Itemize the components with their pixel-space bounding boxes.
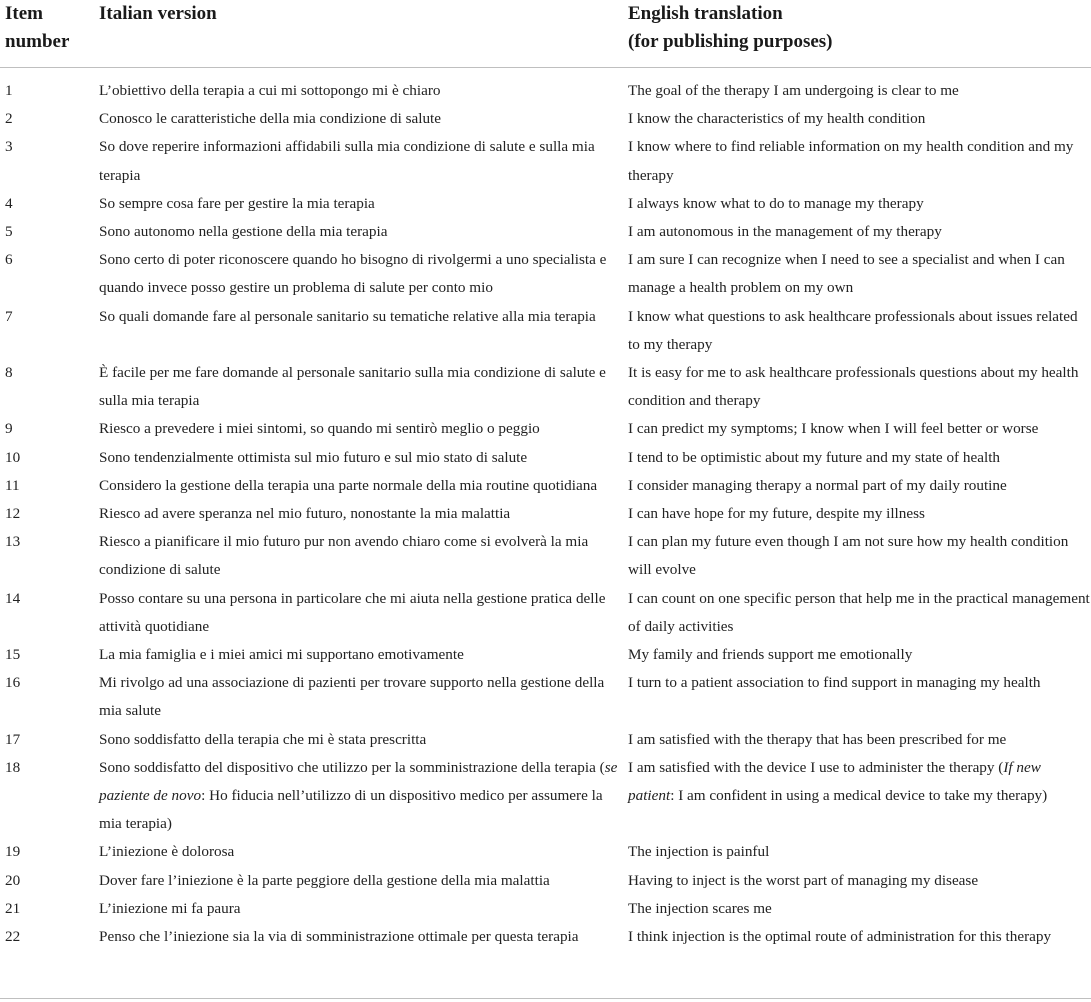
- item-number-cell: 10: [5, 448, 21, 466]
- item-number-cell: 4: [5, 194, 13, 212]
- item-number-cell: 1: [5, 82, 13, 99]
- english-cell: I always know what to do to manage my therapy: [628, 194, 924, 212]
- item-number-cell: 5: [5, 223, 13, 241]
- italian-cell: Dover fare l’iniezione è la parte peggiore della gestione della mia malattia: [99, 871, 550, 889]
- table-row: [0, 190, 1091, 218]
- item-number-cell: 16: [5, 674, 21, 692]
- item-number-cell: 6: [5, 251, 13, 269]
- italian-cell: Sono autonomo nella gestione della mia terapia: [99, 223, 388, 241]
- item-number-cell: 3: [5, 138, 13, 156]
- table-row: [0, 218, 1091, 246]
- table-row: [0, 528, 1091, 584]
- english-cell: The injection scares me: [628, 899, 772, 917]
- italian-cell: L’obiettivo della terapia a cui mi sottopongo mi è chiaro: [99, 82, 441, 99]
- english-cell: I can plan my future even though I am not sure how my health condition will evolve: [628, 533, 1069, 579]
- italian-cell: Sono tendenzialmente ottimista sul mio futuro e sul mio stato di salute: [99, 448, 528, 466]
- italian-cell: Sono soddisfatto della terapia che mi è stata prescritta: [99, 730, 427, 748]
- italian-cell: Posso contare su una persona in particolare che mi aiuta nella gestione pratica delle attività quotidiane: [99, 589, 606, 635]
- table-row: [0, 472, 1091, 500]
- italian-cell: So sempre cosa fare per gestire la mia terapia: [99, 194, 375, 212]
- item-number-cell: 12: [5, 505, 21, 523]
- italian-cell: Mi rivolgo ad una associazione di pazienti per trovare supporto nella gestione della mia salute: [99, 674, 605, 720]
- table-row: [0, 726, 1091, 754]
- english-cell: I know where to find reliable information on my health condition and my therapy: [628, 138, 1074, 184]
- item-number-cell: 11: [5, 476, 20, 494]
- table-body: [0, 77, 1091, 951]
- english-cell: The injection is painful: [628, 843, 770, 861]
- italian-cell: Conosco le caratteristiche della mia condizione di salute: [99, 110, 442, 128]
- item-number-cell: 21: [5, 899, 21, 917]
- italian-cell: Riesco a prevedere i miei sintomi, so quando mi sentirò meglio o peggio: [99, 420, 540, 438]
- table-row: [0, 246, 1091, 302]
- english-cell: I am satisfied with the device I use to administer the therapy (If new patient: I am confident in using a medical device to take my therapy): [628, 758, 1048, 805]
- table-row: [0, 500, 1091, 528]
- table-row: [0, 838, 1091, 866]
- item-number-cell: 20: [5, 871, 21, 889]
- italian-cell: So quali domande fare al personale sanitario su tematiche relative alla mia terapia: [99, 307, 596, 325]
- table-row: [0, 754, 1091, 839]
- italian-cell: Riesco a pianificare il mio futuro pur non avendo chiaro come si evolverà la mia condizione di salute: [99, 533, 589, 579]
- item-number-cell: 14: [5, 589, 21, 607]
- item-number-cell: 8: [5, 364, 13, 382]
- english-cell: I consider managing therapy a normal part of my daily routine: [628, 476, 1007, 494]
- english-cell: I am satisfied with the therapy that has been prescribed for me: [628, 730, 1007, 748]
- header-item-number: Item number: [5, 3, 70, 52]
- english-cell: I can count on one specific person that help me in the practical management of daily activities: [628, 589, 1090, 635]
- english-cell: I am autonomous in the management of my therapy: [628, 223, 942, 241]
- table-row: [0, 585, 1091, 641]
- italian-cell: So dove reperire informazioni affidabili sulla mia condizione di salute e sulla mia terapia: [99, 138, 595, 184]
- table-row: [0, 359, 1091, 415]
- table-row: [0, 641, 1091, 669]
- header-english-translation: English translation (for publishing purposes): [628, 3, 833, 52]
- english-cell: I can predict my symptoms; I know when I will feel better or worse: [628, 420, 1039, 438]
- english-cell: I know the characteristics of my health condition: [628, 110, 926, 128]
- english-cell: I am sure I can recognize when I need to see a specialist and when I can manage a health problem on my own: [628, 251, 1065, 297]
- header-italian-version: Italian version: [99, 3, 217, 24]
- italian-cell: È facile per me fare domande al personale sanitario sulla mia condizione di salute e sulla mia terapia: [99, 364, 606, 410]
- italian-cell: Riesco ad avere speranza nel mio futuro, nonostante la mia malattia: [99, 505, 511, 523]
- table-row: [0, 895, 1091, 923]
- italian-cell: Considero la gestione della terapia una parte normale della mia routine quotidiana: [99, 476, 598, 494]
- item-number-cell: 9: [5, 420, 13, 438]
- table-header: [0, 0, 1091, 68]
- item-number-cell: 7: [5, 307, 13, 325]
- item-number-cell: 13: [5, 533, 21, 551]
- english-cell: I think injection is the optimal route of administration for this therapy: [628, 928, 1052, 946]
- item-number-cell: 18: [5, 758, 21, 776]
- english-cell: I turn to a patient association to find support in managing my health: [628, 674, 1041, 692]
- table-row: [0, 77, 1091, 105]
- english-cell: I know what questions to ask healthcare professionals about issues related to my therapy: [628, 307, 1078, 353]
- item-number-cell: 15: [5, 646, 21, 664]
- table-row: [0, 105, 1091, 133]
- italian-cell: Sono certo di poter riconoscere quando ho bisogno di rivolgermi a uno specialista e quando invece posso gestire un problema di salute per conto mio: [99, 251, 607, 297]
- table-row: [0, 303, 1091, 359]
- english-cell: I tend to be optimistic about my future and my state of health: [628, 448, 1001, 466]
- italian-cell: Penso che l’iniezione sia la via di somministrazione ottimale per questa terapia: [99, 928, 579, 946]
- english-cell: Having to inject is the worst part of managing my disease: [628, 871, 979, 889]
- italian-cell: La mia famiglia e i miei amici mi supportano emotivamente: [99, 646, 464, 664]
- table-row: [0, 923, 1091, 951]
- item-number-cell: 19: [5, 843, 21, 861]
- english-cell: My family and friends support me emotionally: [628, 646, 913, 664]
- english-cell: The goal of the therapy I am undergoing is clear to me: [628, 82, 959, 99]
- bottom-rule: [0, 998, 1091, 999]
- item-number-cell: 22: [5, 928, 21, 946]
- table-row: [0, 444, 1091, 472]
- italian-cell: Sono soddisfatto del dispositivo che utilizzo per la somministrazione della terapia (se paziente de novo: Ho fiducia nell’utilizzo di un dispositivo medico per assumere la mia terapia): [99, 758, 618, 833]
- english-cell: It is easy for me to ask healthcare professionals questions about my health condition and therapy: [628, 364, 1079, 410]
- table-row: [0, 867, 1091, 895]
- italian-cell: L’iniezione è dolorosa: [99, 843, 235, 861]
- italian-cell: L’iniezione mi fa paura: [99, 899, 241, 917]
- item-number-cell: 17: [5, 730, 21, 748]
- table-row: [0, 133, 1091, 189]
- english-cell: I can have hope for my future, despite my illness: [628, 505, 925, 523]
- item-number-cell: 2: [5, 110, 13, 128]
- table-row: [0, 415, 1091, 443]
- table-row: [0, 669, 1091, 725]
